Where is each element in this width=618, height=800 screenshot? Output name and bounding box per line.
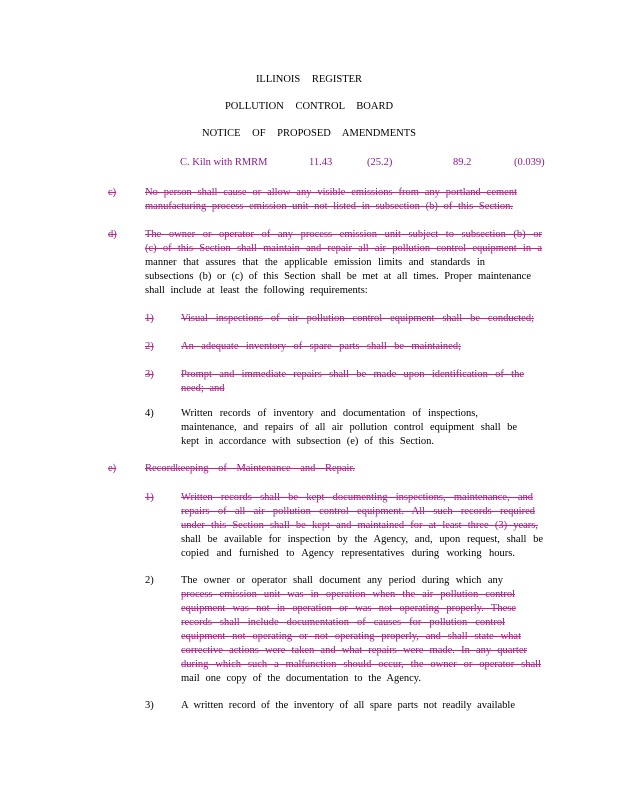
text-line: Prompt and immediate repairs shall be made upon identification of the	[181, 369, 524, 380]
text-line: shall be available for inspection by the Agency, and, upon request, shall be	[181, 534, 543, 545]
text-line: A written record of the inventory of all spare parts not readily available	[181, 700, 515, 711]
kiln-name: C. Kiln with RMRM	[180, 157, 268, 168]
item-d3-text	[181, 368, 524, 396]
item-d2-text	[181, 340, 461, 354]
text-line: need; and	[181, 383, 225, 394]
notice-title: NOTICE OF PROPOSED AMENDMENTS	[202, 128, 416, 139]
text-line: (c) of this Section shall maintain and repair all air pollution control equipment in a	[145, 243, 542, 254]
item-d4-text	[181, 407, 517, 449]
board-title: POLLUTION CONTROL BOARD	[224, 101, 394, 112]
text-line: equipment was not in operation or was not operating properly. These	[181, 603, 516, 614]
text-line: under this Section shall be kept and maintained for at least three (3) years,	[181, 520, 538, 531]
item-d4-label: 4)	[145, 408, 154, 419]
text-line: subsections (b) or (c) of this Section shall be met at all times. Proper maintenance	[145, 271, 531, 282]
section-e-label: e)	[108, 463, 117, 474]
section-e-title	[145, 462, 355, 476]
item-e3-label: 3)	[145, 700, 154, 711]
text-line: corrective actions were taken and what repairs were made. In any quarter	[181, 645, 527, 656]
text-line: maintenance, and repairs of all air pollution control equipment shall be	[181, 422, 517, 433]
text-line: Written records shall be kept documenting inspections, maintenance, and	[181, 492, 533, 503]
text-line: The owner or operator of any process emission unit subject to subsection (b) or	[145, 229, 542, 240]
text-line: during which such a malfunction should occur, the owner or operator shall	[181, 659, 541, 670]
item-d1-text	[181, 312, 534, 326]
item-d3-label: 3)	[145, 369, 154, 380]
item-e2-label: 2)	[145, 575, 154, 586]
text-line: No person shall cause or allow any visible emissions from any portland cement	[145, 187, 517, 198]
text-line: copied and furnished to Agency representatives during working hours.	[181, 548, 515, 559]
section-d-label: d)	[108, 229, 117, 240]
text-line: shall include at least the following requirements:	[145, 285, 368, 296]
text-line: manner that assures that the applicable emission limits and standards in	[145, 257, 485, 268]
text-line: repairs of all air pollution control equipment. All such records required	[181, 506, 535, 517]
text-line: Written records of inventory and documentation of inspections,	[181, 408, 478, 419]
item-e3-text	[181, 699, 515, 713]
item-e1-label: 1)	[145, 492, 154, 503]
text-line: mail one copy of the documentation to the Agency.	[181, 673, 421, 684]
text-line: process emission unit was in operation when the air pollution control	[181, 589, 515, 600]
text-line: records shall include documentation of causes for pollution control	[181, 617, 505, 628]
text-line: Visual inspections of air pollution control equipment shall be conducted;	[181, 313, 534, 324]
register-title: ILLINOIS REGISTER	[255, 74, 363, 85]
item-e1-text	[181, 491, 543, 561]
section-d-text	[145, 228, 542, 298]
section-c-label: c)	[108, 187, 117, 198]
item-d1-label: 1)	[145, 313, 154, 324]
text-line: manufacturing process emission unit not listed in subsection (b) of this Section.	[145, 201, 513, 212]
kiln-value-2: (25.2)	[367, 157, 393, 168]
kiln-value-1: 11.43	[309, 157, 333, 168]
text-line: An adequate inventory of spare parts shall be maintained;	[181, 341, 461, 352]
item-d2-label: 2)	[145, 341, 154, 352]
text-line: The owner or operator shall document any period during which any	[181, 575, 503, 586]
text-line: kept in accordance with subsection (e) of this Section.	[181, 436, 434, 447]
kiln-value-4: (0.039)	[514, 157, 545, 168]
text-line: equipment not operating or not operating properly, and shall state what	[181, 631, 521, 642]
kiln-value-3: 89.2	[453, 157, 472, 168]
text-line: Recordkeeping of Maintenance and Repair.	[145, 463, 355, 474]
section-c-text	[145, 186, 517, 214]
item-e2-text	[181, 574, 541, 686]
